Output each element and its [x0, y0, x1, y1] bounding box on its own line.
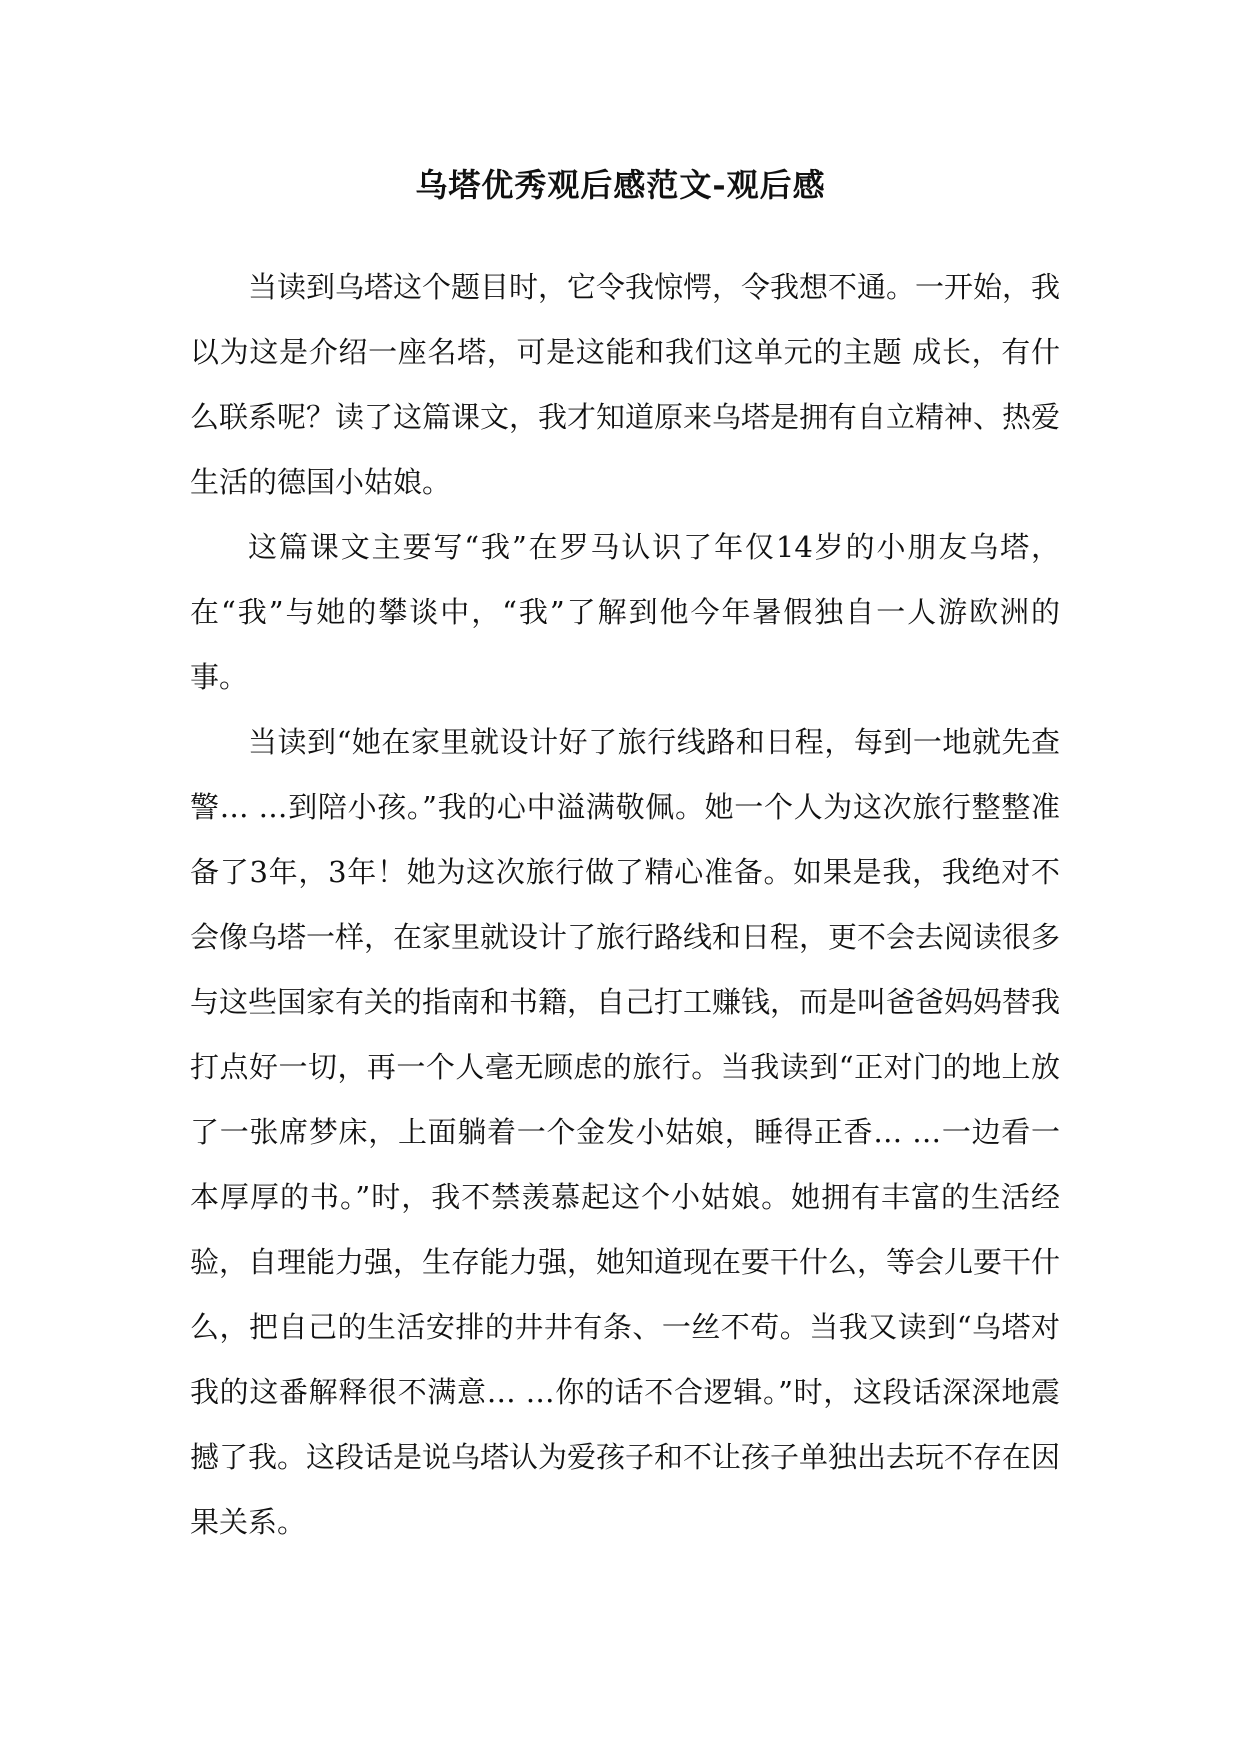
paragraph-3: 当读到“她在家里就设计好了旅行线路和日程，每到一地就先查警… …到陪小孩。”我的心中溢满敬佩。她一个人为这次旅行整整准备了3年，3年！她为这次旅行做了精心准备。如果是我，我绝对不会像乌塔一样，在家里就设计了旅行路线和日程，更不会去阅读很多与这些国家有关的指南和书籍，自己打工赚钱，而是叫爸爸妈妈替我打点好一切，再一个人毫无顾虑的旅行。当我读到“正对门的地上放了一张席梦床，上面躺着一个金发小姑娘，睡得正香… …一边看一本厚厚的书。”时，我不禁羡慕起这个小姑娘。她拥有丰富的生活经验，自理能力强，生存能力强，她知道现在要干什么，等会儿要干什么，把自己的生活安排的井井有条、一丝不苟。当我又读到“乌塔对我的这番解释很不满意… …你的话不合逻辑。”时，这段话深深地震撼了我。这段话是说乌塔认为爱孩子和不让孩子单独出去玩不存在因果关系。	[190, 725, 1061, 1539]
page-title: 乌塔优秀观后感范文-观后感	[415, 166, 826, 204]
paragraph-2: 这篇课文主要写“我”在罗马认识了年仅14岁的小朋友乌塔，在“我”与她的攀谈中，“我”了解到他今年暑假独自一人游欧洲的事。	[190, 530, 1060, 694]
document-body	[190, 255, 1060, 1555]
paragraph-1: 当读到乌塔这个题目时，它令我惊愕，令我想不通。一开始，我以为这是介绍一座名塔，可是这能和我们这单元的主题 成长，有什么联系呢？读了这篇课文，我才知道原来乌塔是拥有自立精神、热爱生活的德国小姑娘。	[190, 270, 1061, 499]
